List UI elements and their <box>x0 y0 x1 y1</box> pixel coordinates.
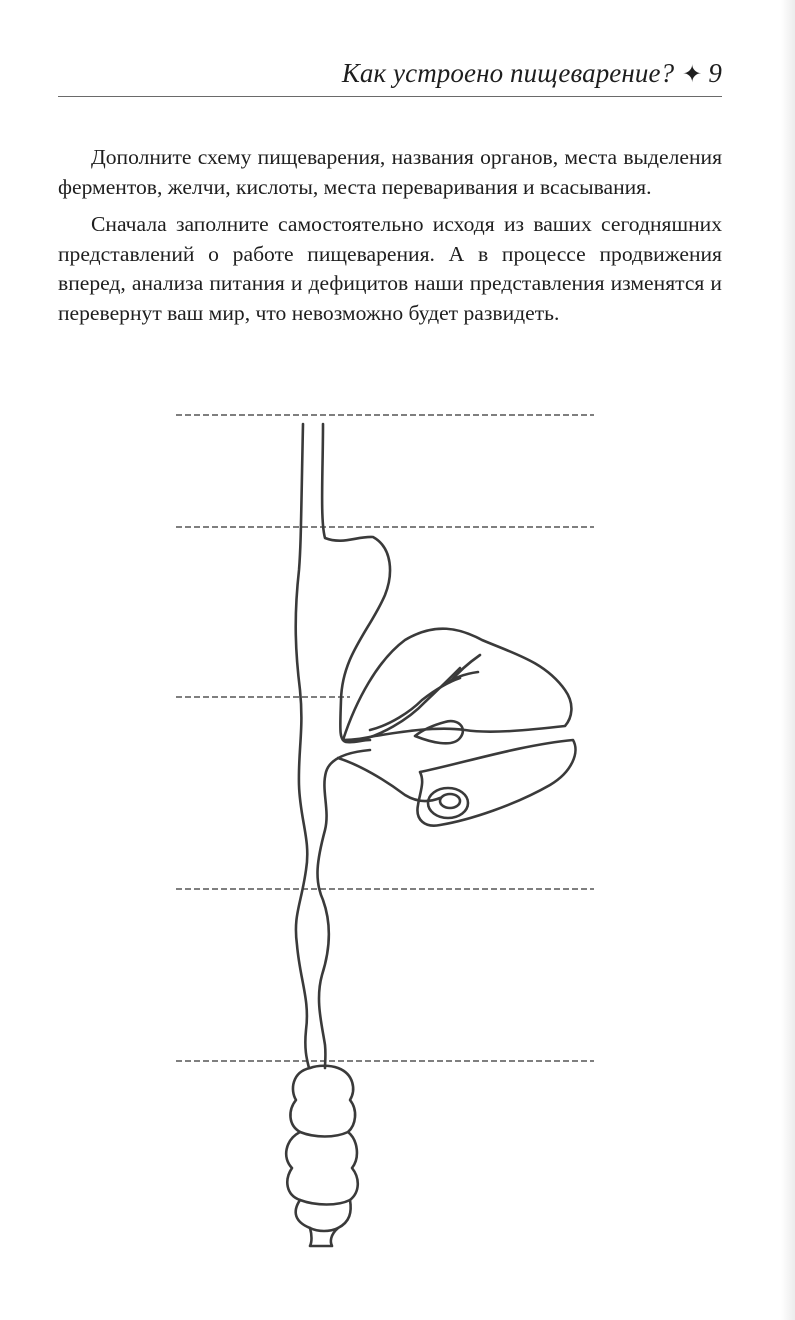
ampulla-outer <box>428 788 468 818</box>
colon-segment-upper <box>290 1066 355 1137</box>
page-edge-shadow <box>781 0 795 1320</box>
running-title: Как устроено пищеварение? <box>341 58 675 88</box>
paragraph-instructions: Дополните схему пищеварения, названия органов, места выделения ферментов, желчи, кислоты, места переваривания и всасывания. <box>58 145 722 199</box>
star-ornament-icon: ✦ <box>682 62 703 88</box>
page-header <box>58 52 722 97</box>
duodenal-loop <box>338 758 440 801</box>
page-number: 9 <box>708 58 722 88</box>
pancreas-outline <box>417 740 575 826</box>
small-intestine-outline <box>317 750 370 1068</box>
digestive-diagram <box>160 400 610 1260</box>
gallbladder-outline <box>415 721 463 743</box>
body-text <box>58 143 722 336</box>
esophagus-outline <box>296 424 309 1068</box>
digestive-diagram-svg <box>160 400 610 1260</box>
ampulla-inner <box>440 794 460 808</box>
bile-duct-branch-3 <box>450 655 480 682</box>
paragraph-explanation: Сначала заполните самостоятельно исходя из ваших сегодняшних представлений о работе пищеварения. А в процессе продвижения вперед, анализа питания и дефицитов наши представления изменятся и перевернут ваш мир, что невозможно будет развидеть. <box>58 212 722 325</box>
colon-segment-middle <box>286 1132 358 1205</box>
esophagus-inner-outline <box>322 424 390 742</box>
running-head <box>342 58 722 89</box>
